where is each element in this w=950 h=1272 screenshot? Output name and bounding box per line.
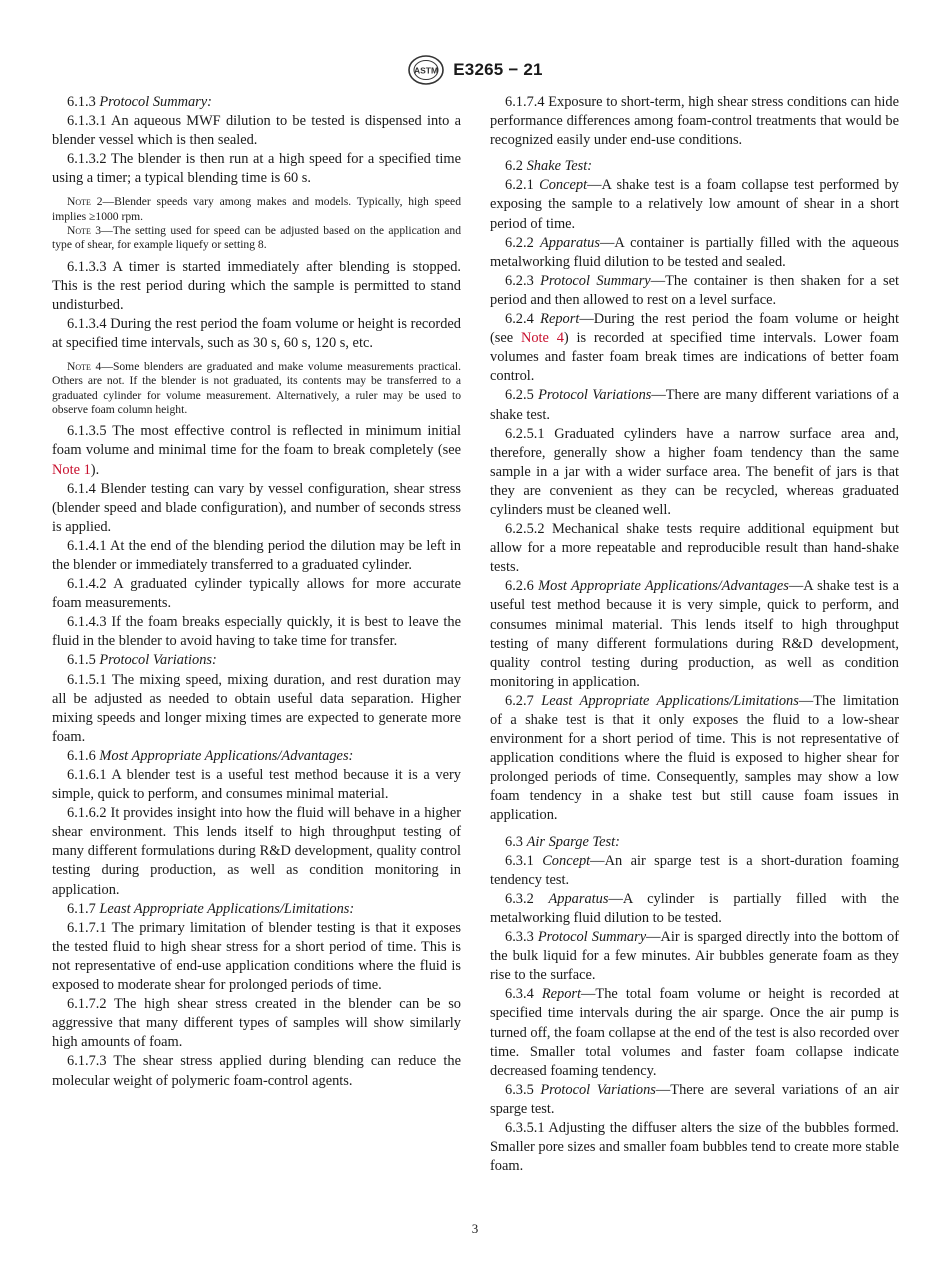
section-number: 6.2.7	[505, 692, 534, 709]
paragraph-text: At the end of the blending period the dilution may be left in the blender or immediately transferred to a graduated cylinder.	[52, 537, 461, 573]
section-number: 6.2.5	[505, 387, 534, 404]
paragraph	[52, 995, 461, 1052]
paragraph-text: The shear stress applied during blending can reduce the molecular weight of polymeric foam-control agents.	[52, 1053, 461, 1089]
section-number: 6.3.4	[505, 986, 534, 1003]
paragraph-text: There are many different variations of a shake test.	[490, 387, 899, 423]
note: Note 2—Blender speeds vary among makes and models. Typically, high speed implies ≥1000 rpm.	[52, 195, 461, 223]
paragraph	[52, 112, 461, 150]
note-link[interactable]: Note 4	[520, 330, 564, 347]
section-title: Concept	[539, 177, 588, 194]
paragraph: 6.3.5 Protocol Variations—There are several variations of an air sparge test.	[490, 1081, 899, 1117]
section-number: 6.1.4.3	[67, 614, 107, 631]
note-text: Some blenders are graduated and make volume measurements practical. Others are not. If the blender is not graduated, its contents may be transferred to a graduated cylinder for volume measurement. Alternatively, a ruler may be used to observe foam column height.	[52, 360, 461, 417]
section-number: 6.3.2	[505, 890, 534, 907]
paragraph-text: Graduated cylinders have a narrow surface area and, therefore, generally show a higher foam tendency than the same sample in a jar with a wider surface area. The benefit of jars is that they are convenient as they can be recycled, whereas graduated cylinders must be cleaned well.	[490, 425, 899, 518]
paragraph-text: A cylinder is partially filled with the metalworking fluid dilution to be tested.	[490, 890, 899, 926]
paragraph-text: It provides insight into how the fluid will behave in a higher shear environment. This lends itself to high throughput testing of many different formulations during R&D development, quality control testing during production, as well as condition monitoring in application.	[52, 805, 461, 898]
paragraph-text: Air is sparged directly into the bottom of the bulk liquid for a few minutes. Air bubbles generate foam as they rise to the surface.	[490, 929, 899, 984]
section-number: 6.1.3.5	[67, 423, 107, 440]
paragraph	[490, 425, 899, 520]
section-number: 6.3.3	[505, 929, 534, 946]
paragraph	[52, 651, 461, 670]
paragraph-text: Exposure to short-term, high shear stress conditions can hide performance differences among foam-control treatments that would be recognized easily under end-use conditions.	[490, 94, 899, 149]
section-title: Least Appropriate Applications/Limitations	[541, 692, 799, 709]
paragraph-text: An air sparge test is a short-duration foaming tendency test.	[490, 852, 899, 888]
paragraph-text: ) is recorded at specified time intervals. Lower foam volumes and faster foam break times are indications of better foam control.	[490, 330, 900, 385]
section-title: Protocol Summary	[540, 272, 651, 289]
paragraph: 6.2.6 Most Appropriate Applications/Advantages—A shake test is a useful test method because it is very simple, quick to perform, and consumes minimal material. This lends itself to high throughput testing of many different formulations during R&D development, quality control testing during production, as well as condition monitoring in application.	[490, 578, 899, 690]
section-number: 6.1.3.4	[67, 315, 107, 332]
section-number: 6.1.7.4	[505, 94, 545, 110]
paragraph	[52, 537, 461, 575]
paragraph	[52, 747, 461, 766]
section-number: 6.3	[505, 833, 523, 850]
section-title: Air Sparge Test:	[526, 833, 620, 850]
section-title: Protocol Summary	[537, 929, 647, 946]
section-number: 6.1.4.1	[67, 537, 107, 554]
section-number: 6.2.1	[505, 177, 534, 194]
page-header	[0, 55, 950, 85]
section-number: 6.1.7.1	[67, 919, 107, 936]
paragraph-text: Blender testing can vary by vessel configuration, shear stress (blender speed and blade configuration), and number of seconds stress is applied.	[52, 480, 461, 535]
section-number: 6.1.7	[67, 900, 96, 917]
note: Note 4—Some blenders are graduated and make volume measurements practical. Others are not. If the blender is not graduated, its contents may be transferred to a graduated cylinder for volume measurement. Alternatively, a ruler may be used to observe foam column height.	[52, 360, 461, 417]
section-number: 6.1.6	[67, 747, 96, 764]
section-number: 6.1.5	[67, 652, 96, 669]
paragraph	[52, 671, 461, 747]
paragraph-text: If the foam breaks especially quickly, it is best to leave the fluid in the blender to avoid having to take time for transfer.	[52, 614, 461, 650]
logo-text: ASTM	[414, 65, 439, 76]
section-number: 6.1.7.3	[67, 1053, 107, 1070]
paragraph-text: A timer is started immediately after blending is stopped. This is the rest period during which the sample is permitted to stand undisturbed.	[52, 258, 461, 313]
paragraph	[52, 613, 461, 651]
section-number: 6.3.5	[505, 1081, 534, 1098]
paragraph	[52, 804, 461, 899]
section-title: Least Appropriate Applications/Limitations:	[99, 900, 355, 917]
section-title: Protocol Variations	[538, 387, 652, 404]
paragraph-text: The mixing speed, mixing duration, and rest duration may all be adjusted as needed to obtain useful data separation. Higher mixing speeds and longer mixing times are expected to generate more foam.	[52, 671, 461, 745]
note-label: Note	[67, 224, 91, 238]
note-number: 2	[96, 195, 103, 209]
note-text: The setting used for speed can be adjusted based on the application and type of shear, for example liquefy or setting 8.	[52, 224, 461, 252]
section-title: Protocol Variations:	[99, 652, 217, 669]
paragraph: 6.3.1 Concept—An air sparge test is a short-duration foaming tendency test.	[490, 852, 899, 888]
section-title: Report	[540, 311, 580, 328]
paragraph: 6.2.4 Report—During the rest period the foam volume or height (see Note 4) is recorded at specified time intervals. Lower foam volumes and faster foam break times are indications of better foam control.	[490, 311, 900, 385]
paragraph	[52, 480, 461, 537]
paragraph-text: A shake test is a foam collapse test performed by exposing the sample to a relatively low amount of shear in a short period of time.	[490, 177, 899, 232]
paragraph: 6.2.3 Protocol Summary—The container is then shaken for a set period and then allowed to rest on a level surface.	[490, 272, 899, 308]
paragraph-text: During the rest period the foam volume or height (see	[490, 311, 899, 347]
paragraph	[490, 1119, 899, 1176]
paragraph-text: The blender is then run at a high speed for a specified time using a timer; a typical blending time is 60 s.	[52, 151, 461, 187]
section-number: 6.2.5.2	[505, 521, 545, 538]
section-title: Shake Test:	[526, 158, 593, 175]
paragraph: 6.2.1 Concept—A shake test is a foam collapse test performed by exposing the sample to a relatively low amount of shear in a short period of time.	[490, 177, 899, 232]
paragraph: 6.3.3 Protocol Summary—Air is sparged directly into the bottom of the bulk liquid for a few minutes. Air bubbles generate foam as they rise to the surface.	[490, 929, 899, 984]
section-number: 6.3.5.1	[505, 1119, 545, 1136]
paragraph	[490, 93, 899, 150]
section-number: 6.2.5.1	[505, 425, 545, 442]
note: Note 3—The setting used for speed can be adjusted based on the application and type of shear, for example liquefy or setting 8.	[52, 224, 461, 252]
section-number: 6.1.3.1	[67, 113, 107, 130]
paragraph: 6.3.4 Report—The total foam volume or height is recorded at specified time intervals during the air sparge. Once the air pump is turned off, the foam collapse at the end of the test is also recorded over time. Smaller total volumes and faster foam collapse indicate decreased foaming tendency.	[490, 986, 899, 1079]
section-number: 6.3.1	[505, 852, 534, 869]
note-label: Note	[67, 360, 91, 374]
left-column	[52, 93, 461, 1091]
paragraph-text: There are several variations of an air sparge test.	[490, 1081, 899, 1117]
section-number: 6.1.7.2	[67, 996, 107, 1013]
paragraph	[52, 919, 461, 995]
paragraph-text: ).	[90, 461, 100, 478]
page-number: 3	[471, 1221, 479, 1236]
paragraph-text: A container is partially filled with the aqueous metalworking fluid dilution to be tested and sealed.	[490, 234, 899, 270]
paragraph	[490, 157, 899, 176]
section-number: 6.1.4	[67, 480, 96, 497]
paragraph: 6.3.2 Apparatus—A cylinder is partially filled with the metalworking fluid dilution to be tested.	[490, 890, 899, 926]
paragraph	[52, 575, 461, 613]
paragraph: 6.2.5 Protocol Variations—There are many different variations of a shake test.	[490, 387, 899, 423]
section-title: Report	[541, 986, 582, 1003]
section-number: 6.1.3	[67, 94, 96, 110]
paragraph-text: During the rest period the foam volume or height is recorded at specified time intervals, such as 30 s, 60 s, 120 s, etc.	[52, 315, 461, 352]
paragraph-text: A blender test is a useful test method because it is a very simple, quick to perform, and consumes minimal material.	[52, 767, 461, 803]
section-number: 6.2.4	[505, 311, 534, 328]
note-link[interactable]: Note 1	[52, 461, 91, 478]
paragraph-text: The container is then shaken for a set period and then allowed to rest on a level surface.	[490, 272, 899, 308]
paragraph-text: The total foam volume or height is recorded at specified time intervals during the air sparge. Once the air pump is turned off, the foam collapse at the end of the test is also recorded over time. Smaller total volumes and faster foam collapse indicate decreased foaming tendency.	[490, 986, 899, 1079]
paragraph	[52, 900, 461, 919]
paragraph-text: The limitation of a shake test is that it only exposes the fluid to a low-shear environment for a short period of time. This is not representative of application conditions where the fluid is exposed to higher shear for prolonged periods of time. Consequently, samples may show a low foam tendency in a shake test but still cause foam issues in application.	[490, 692, 899, 824]
paragraph-text: A graduated cylinder typically allows for more accurate foam measurements.	[52, 576, 461, 612]
section-number: 6.2	[505, 158, 523, 175]
paragraph-text: The high shear stress created in the blender can be so aggressive that many different types of samples will show similarly high amounts of foam.	[52, 996, 461, 1051]
note-number: 3	[95, 224, 102, 238]
section-title: Apparatus	[548, 890, 609, 907]
section-title: Protocol Summary:	[99, 94, 212, 110]
section-title: Most Appropriate Applications/Advantages:	[99, 747, 354, 764]
paragraph	[52, 93, 461, 112]
paragraph	[52, 1052, 461, 1090]
paragraph	[52, 422, 461, 479]
section-number: 6.2.3	[505, 272, 534, 289]
paragraph	[490, 520, 899, 577]
paragraph-text: The most effective control is reflected in minimum initial foam volume and minimal time for the foam to break completely (see	[52, 423, 461, 459]
paragraph	[52, 258, 461, 315]
note-label: Note	[67, 195, 91, 209]
note-text: Blender speeds vary among makes and models. Typically, high speed implies ≥1000 rpm.	[52, 195, 461, 223]
section-number: 6.1.3.3	[67, 258, 107, 275]
paragraph: 6.2.7 Least Appropriate Applications/Limitations—The limitation of a shake test is that it only exposes the fluid to a low-shear environment for a short period of time. This is not representative of application conditions where the fluid is exposed to higher shear for prolonged periods of time. Consequently, samples may show a low foam tendency in a shake test but still cause foam issues in application.	[490, 692, 899, 824]
paragraph-text: Adjusting the diffuser alters the size of the bubbles formed. Smaller pore sizes and smaller foam bubbles tend to create more stable foam.	[490, 1119, 899, 1175]
section-number: 6.2.6	[505, 578, 534, 595]
section-number: 6.1.6.1	[67, 767, 107, 783]
right-column	[490, 93, 899, 1176]
paragraph	[52, 150, 461, 188]
paragraph-text: The primary limitation of blender testing is that it exposes the tested fluid to high shear stress for a short period of time. This is not representative of end-use application conditions where the fluid is exposed to moderate shear for prolonged periods of time.	[52, 919, 461, 994]
paragraph: 6.2.2 Apparatus—A container is partially filled with the aqueous metalworking fluid dilution to be tested and sealed.	[490, 234, 899, 270]
section-number: 6.2.2	[505, 234, 534, 251]
paragraph	[490, 833, 899, 852]
section-title: Concept	[542, 852, 591, 869]
paragraph	[52, 315, 461, 353]
section-title: Apparatus	[539, 234, 600, 251]
paragraph	[52, 766, 461, 804]
paragraph-text: A shake test is a useful test method because it is very simple, quick to perform, and consumes minimal material. This lends itself to high throughput testing of many different formulations during R&D development, quality control testing during production, as well as condition monitoring in application.	[490, 578, 899, 690]
section-number: 6.1.5.1	[67, 671, 107, 688]
section-number: 6.1.4.2	[67, 576, 107, 593]
document-designation: E3265 − 21	[453, 60, 543, 79]
section-title: Most Appropriate Applications/Advantages	[538, 578, 789, 595]
section-title: Protocol Variations	[540, 1081, 656, 1098]
section-number: 6.1.3.2	[67, 151, 107, 168]
astm-logo-icon	[407, 55, 445, 85]
paragraph-text: Mechanical shake tests require additional equipment but allow for a more repeatable and reproducible result than hand-shake tests.	[490, 521, 899, 576]
section-number: 6.1.6.2	[67, 805, 107, 822]
note-number: 4	[95, 360, 102, 374]
paragraph-text: An aqueous MWF dilution to be tested is dispensed into a blender vessel which is then sealed.	[52, 113, 461, 149]
